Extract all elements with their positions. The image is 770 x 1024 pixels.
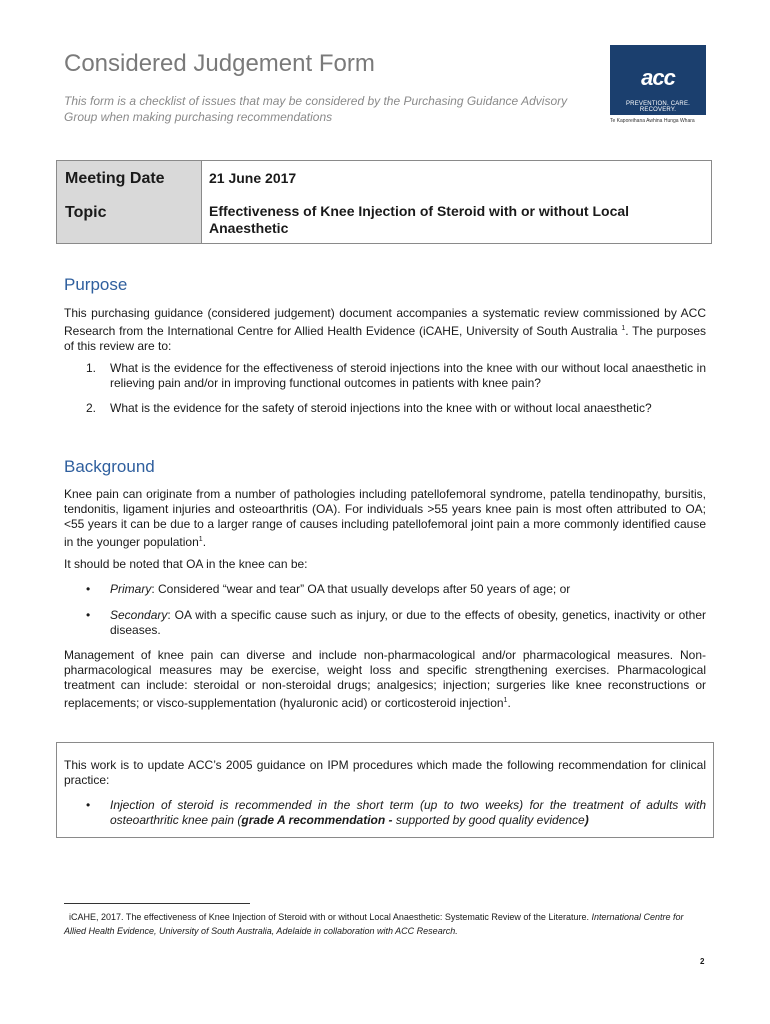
purpose-intro-text-b: . The purposes of this review are to: [64,324,707,353]
footnote-divider [64,903,250,904]
page-title: Considered Judgement Form [64,50,375,77]
background-p1-text-b: . [202,535,207,549]
purpose-intro-text-a: This purchasing guidance (considered judgement) document accompanies a systematic review commissioned by ACC Research from the International Centre for Allied Health Evidence (iCAHE, University of South Australia [64,306,706,338]
list-item-number: 2. [86,401,97,415]
bullet-icon: • [86,582,91,596]
oa-type-bullet [110,582,706,597]
recommendation-text-a: Injection of steroid is recommended in the short term (up to two weeks) for the treatment of adults with osteoarthritic knee pain ( [110,798,706,827]
background-p1-text-a: Knee pain can originate from a number of pathologies including patellofemoral syndrome, patella tendinopathy, bursitis, tendonitis, ligament injuries and osteoarthritis (OA). For individuals >55 years knee pain is most often attributed to OA; <55 years it can be due to a larger range of causes including patellofemoral joint pain a more commonly identified cause in the younger population [64,487,706,549]
logo-maori-text: Te Kaporeihana Awhina Hunga Whara [610,118,695,124]
recommendation-text-b: supported by good quality evidence [392,813,585,827]
page-subtitle: This form is a checklist of issues that may be considered by the Purchasing Guidance Advisory Group when making purchasing recommendations [64,94,568,124]
purpose-list-item: What is the evidence for the safety of steroid injections into the knee with or without local anaesthetic? [110,401,652,415]
recommendation-grade: grade A recommendation - [241,813,393,827]
oa-type-text: : OA with a specific cause such as injury, or due to the effects of obesity, genetics, inactivity or other diseases. [110,608,706,637]
background-paragraph-2: It should be noted that OA in the knee can be: [64,557,308,571]
purpose-list-item: What is the evidence for the effectiveness of steroid injections into the knee with our without local anaesthetic in relieving pain and/or in improving functional outcomes in patients with knee pain? [110,361,706,390]
background-p3-text-a: Management of knee pain can diverse and include non-pharmacological and/or pharmacological measures. Non-pharmacological measures may be exercise, weight loss and specific strengthening exercises. Pharmacological treatment can include: steroidal or non-steroidal drugs; analgesics; injection; surgeries like knee reconstructions or replacements; or visco-supplementation (hyaluronic acid) or corticosteroid injection [64,648,706,710]
recommendation-intro: This work is to update ACC’s 2005 guidance on IPM procedures which made the following recommendation for clinical practice: [64,758,706,787]
purpose-heading: Purpose [64,275,128,294]
meeting-info-table [56,160,712,244]
logo-tagline: PREVENTION. CARE. RECOVERY. [625,101,691,113]
recommendation-text-c: ) [584,813,589,827]
logo-mark: acc [641,65,675,90]
footnote-text: iCAHE, 2017. The effectiveness of Knee Injection of Steroid with or without Local Anaesthetic: Systematic Review of the Literature. [69,912,592,922]
background-paragraph-3 [64,648,706,711]
footnote-ref: 1 [198,536,203,543]
acc-logo [610,45,706,115]
topic-value: Effectiveness of Knee Injection of Steroid with or without Local Anaesthetic [209,203,630,236]
purpose-intro [64,306,706,354]
topic-label: Topic [65,204,107,221]
footnote-ref: 1 [621,325,626,332]
background-paragraph-1 [64,487,706,550]
meeting-date-value: 21 June 2017 [209,170,297,186]
bullet-icon: • [86,608,91,622]
background-heading: Background [64,457,155,476]
oa-type-text: : Considered “wear and tear” OA that usually develops after 50 years of age; or [151,582,571,596]
page-number: 2 [700,957,705,966]
bullet-icon: • [86,798,91,812]
footnote [64,910,684,938]
list-item-number: 1. [86,361,97,375]
meeting-info-label-column [57,161,202,243]
footnote-ref: 1 [503,697,508,704]
oa-type-bullet [110,608,706,638]
oa-type-term: Secondary [110,608,168,622]
recommendation-bullet [110,798,706,828]
footnote-italic-text: International Centre for Allied Health Evidence, University of South Australia, Adelaide in collaboration with ACC Research. [64,912,684,936]
background-p3-text-b: . [507,696,511,710]
meeting-date-label: Meeting Date [65,170,165,187]
oa-type-term: Primary [110,582,152,596]
